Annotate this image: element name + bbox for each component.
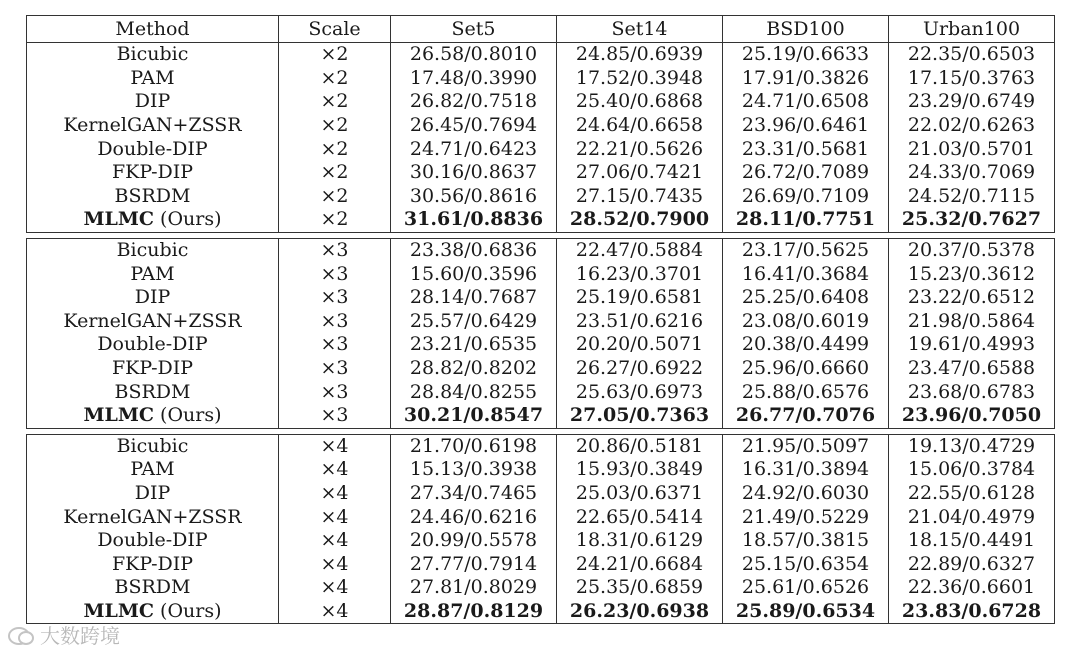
cell-set14: 27.06/0.7421 [557, 161, 723, 185]
cell-set5: 26.45/0.7694 [391, 114, 557, 138]
cell-bsd100: 18.57/0.3815 [723, 529, 889, 553]
cell-set14: 25.63/0.6973 [557, 380, 723, 404]
cell-method: DIP [27, 286, 279, 310]
table-row [27, 434, 1055, 458]
cell-urban100: 19.13/0.4729 [889, 434, 1055, 458]
cell-set5: 17.48/0.3990 [391, 67, 557, 91]
cell-urban100: 17.15/0.3763 [889, 67, 1055, 91]
cell-urban100: 23.83/0.6728 [889, 600, 1055, 624]
cell-set14: 25.03/0.6371 [557, 482, 723, 506]
table-row [27, 185, 1055, 209]
cell-method: BSRDM [27, 380, 279, 404]
table-row [27, 208, 1055, 232]
cell-set14: 18.31/0.6129 [557, 529, 723, 553]
cell-set14: 22.47/0.5884 [557, 238, 723, 262]
cell-urban100: 23.47/0.6588 [889, 357, 1055, 381]
cell-bsd100: 23.31/0.5681 [723, 137, 889, 161]
cell-method: BSRDM [27, 576, 279, 600]
cell-bsd100: 25.96/0.6660 [723, 357, 889, 381]
cell-set14: 24.85/0.6939 [557, 43, 723, 67]
cell-set5: 31.61/0.8836 [391, 208, 557, 232]
cell-urban100: 23.29/0.6749 [889, 90, 1055, 114]
cell-set5: 15.60/0.3596 [391, 262, 557, 286]
table-row [27, 576, 1055, 600]
cell-bsd100: 21.49/0.5229 [723, 505, 889, 529]
cell-method: DIP [27, 90, 279, 114]
cell-scale: ×2 [279, 137, 391, 161]
header-bsd100: BSD100 [723, 16, 889, 43]
cell-set5: 26.82/0.7518 [391, 90, 557, 114]
table-row [27, 67, 1055, 91]
cell-scale: ×2 [279, 185, 391, 209]
header-set14: Set14 [557, 16, 723, 43]
cell-urban100: 23.22/0.6512 [889, 286, 1055, 310]
cell-set14: 24.21/0.6684 [557, 552, 723, 576]
cell-method: PAM [27, 458, 279, 482]
cell-scale: ×2 [279, 114, 391, 138]
cell-set14: 24.64/0.6658 [557, 114, 723, 138]
cell-set5: 28.87/0.8129 [391, 600, 557, 624]
cell-scale: ×3 [279, 238, 391, 262]
cell-set5: 23.21/0.6535 [391, 333, 557, 357]
table-row [27, 552, 1055, 576]
table-header [27, 16, 1055, 43]
cell-urban100: 15.06/0.3784 [889, 458, 1055, 482]
cell-bsd100: 21.95/0.5097 [723, 434, 889, 458]
cell-scale: ×4 [279, 552, 391, 576]
cell-method: Double-DIP [27, 137, 279, 161]
table-row [27, 238, 1055, 262]
cell-scale: ×4 [279, 482, 391, 506]
cell-urban100: 24.52/0.7115 [889, 185, 1055, 209]
cell-scale: ×2 [279, 90, 391, 114]
cell-scale: ×3 [279, 380, 391, 404]
cell-set14: 25.35/0.6859 [557, 576, 723, 600]
cell-set14: 23.51/0.6216 [557, 310, 723, 334]
cell-urban100: 22.89/0.6327 [889, 552, 1055, 576]
cell-method: FKP-DIP [27, 161, 279, 185]
cell-set5: 28.84/0.8255 [391, 380, 557, 404]
cell-scale: ×2 [279, 161, 391, 185]
cell-set5: 30.21/0.8547 [391, 404, 557, 428]
table-row [27, 161, 1055, 185]
table-row [27, 505, 1055, 529]
table-body [27, 43, 1055, 624]
cell-bsd100: 24.71/0.6508 [723, 90, 889, 114]
cell-scale: ×4 [279, 529, 391, 553]
weibo-style-logo-icon [8, 625, 34, 645]
cell-bsd100: 23.96/0.6461 [723, 114, 889, 138]
cell-method: PAM [27, 67, 279, 91]
cell-bsd100: 25.15/0.6354 [723, 552, 889, 576]
cell-urban100: 22.35/0.6503 [889, 43, 1055, 67]
cell-set14: 16.23/0.3701 [557, 262, 723, 286]
results-table-frame [26, 15, 1054, 624]
cell-method [27, 208, 279, 232]
cell-urban100: 22.02/0.6263 [889, 114, 1055, 138]
cell-method: FKP-DIP [27, 357, 279, 381]
cell-set14: 26.27/0.6922 [557, 357, 723, 381]
cell-method: PAM [27, 262, 279, 286]
cell-bsd100: 26.77/0.7076 [723, 404, 889, 428]
cell-set5: 24.71/0.6423 [391, 137, 557, 161]
cell-scale: ×4 [279, 505, 391, 529]
cell-method: DIP [27, 482, 279, 506]
cell-urban100: 21.03/0.5701 [889, 137, 1055, 161]
cell-set5: 27.77/0.7914 [391, 552, 557, 576]
table-row [27, 286, 1055, 310]
cell-urban100: 22.36/0.6601 [889, 576, 1055, 600]
cell-set5: 27.81/0.8029 [391, 576, 557, 600]
table-row [27, 333, 1055, 357]
cell-set14: 26.23/0.6938 [557, 600, 723, 624]
header-method: Method [27, 16, 279, 43]
cell-set14: 27.15/0.7435 [557, 185, 723, 209]
cell-set14: 17.52/0.3948 [557, 67, 723, 91]
header-urban100: Urban100 [889, 16, 1055, 43]
cell-method: BSRDM [27, 185, 279, 209]
cell-bsd100: 26.69/0.7109 [723, 185, 889, 209]
cell-bsd100: 16.41/0.3684 [723, 262, 889, 286]
cell-bsd100: 17.91/0.3826 [723, 67, 889, 91]
cell-set5: 21.70/0.6198 [391, 434, 557, 458]
results-table [26, 15, 1055, 624]
cell-set14: 28.52/0.7900 [557, 208, 723, 232]
cell-scale: ×3 [279, 286, 391, 310]
cell-set5: 28.14/0.7687 [391, 286, 557, 310]
cell-method: KernelGAN+ZSSR [27, 114, 279, 138]
cell-set5: 30.56/0.8616 [391, 185, 557, 209]
cell-scale: ×3 [279, 404, 391, 428]
cell-method: KernelGAN+ZSSR [27, 505, 279, 529]
cell-urban100: 23.96/0.7050 [889, 404, 1055, 428]
table-row [27, 458, 1055, 482]
cell-set14: 20.20/0.5071 [557, 333, 723, 357]
cell-method: Bicubic [27, 43, 279, 67]
cell-urban100: 23.68/0.6783 [889, 380, 1055, 404]
method-name-bold: MLMC [83, 404, 155, 427]
cell-scale: ×4 [279, 576, 391, 600]
cell-urban100: 25.32/0.7627 [889, 208, 1055, 232]
cell-set14: 15.93/0.3849 [557, 458, 723, 482]
cell-set5: 27.34/0.7465 [391, 482, 557, 506]
cell-bsd100: 28.11/0.7751 [723, 208, 889, 232]
cell-scale: ×3 [279, 262, 391, 286]
cell-scale: ×2 [279, 43, 391, 67]
table-row [27, 600, 1055, 624]
method-name-bold: MLMC [83, 208, 155, 231]
method-suffix: (Ours) [154, 599, 222, 622]
cell-method: KernelGAN+ZSSR [27, 310, 279, 334]
method-suffix: (Ours) [154, 208, 222, 231]
method-name-bold: MLMC [83, 599, 155, 622]
cell-set5: 24.46/0.6216 [391, 505, 557, 529]
cell-set14: 22.21/0.5626 [557, 137, 723, 161]
cell-bsd100: 25.19/0.6633 [723, 43, 889, 67]
cell-set14: 27.05/0.7363 [557, 404, 723, 428]
cell-urban100: 19.61/0.4993 [889, 333, 1055, 357]
cell-scale: ×2 [279, 208, 391, 232]
cell-set5: 30.16/0.8637 [391, 161, 557, 185]
watermark-text: 大数跨境 [40, 624, 120, 648]
cell-urban100: 18.15/0.4491 [889, 529, 1055, 553]
table-row [27, 357, 1055, 381]
cell-set5: 23.38/0.6836 [391, 238, 557, 262]
cell-set14: 25.40/0.6868 [557, 90, 723, 114]
cell-method: Double-DIP [27, 333, 279, 357]
cell-scale: ×4 [279, 434, 391, 458]
table-row [27, 137, 1055, 161]
cell-scale: ×4 [279, 600, 391, 624]
cell-method: Double-DIP [27, 529, 279, 553]
cell-urban100: 22.55/0.6128 [889, 482, 1055, 506]
cell-bsd100: 25.61/0.6526 [723, 576, 889, 600]
table-row [27, 43, 1055, 67]
cell-set5: 20.99/0.5578 [391, 529, 557, 553]
cell-method: FKP-DIP [27, 552, 279, 576]
cell-set5: 28.82/0.8202 [391, 357, 557, 381]
cell-bsd100: 25.88/0.6576 [723, 380, 889, 404]
header-scale: Scale [279, 16, 391, 43]
cell-bsd100: 23.17/0.5625 [723, 238, 889, 262]
table-row [27, 114, 1055, 138]
cell-method [27, 404, 279, 428]
cell-method: Bicubic [27, 238, 279, 262]
table-row [27, 90, 1055, 114]
cell-urban100: 21.98/0.5864 [889, 310, 1055, 334]
cell-bsd100: 26.72/0.7089 [723, 161, 889, 185]
table-row [27, 404, 1055, 428]
table-row [27, 380, 1055, 404]
table-row [27, 529, 1055, 553]
cell-scale: ×3 [279, 310, 391, 334]
table-row [27, 262, 1055, 286]
cell-urban100: 20.37/0.5378 [889, 238, 1055, 262]
cell-bsd100: 24.92/0.6030 [723, 482, 889, 506]
cell-set14: 25.19/0.6581 [557, 286, 723, 310]
cell-urban100: 21.04/0.4979 [889, 505, 1055, 529]
cell-bsd100: 25.89/0.6534 [723, 600, 889, 624]
cell-scale: ×3 [279, 357, 391, 381]
cell-bsd100: 23.08/0.6019 [723, 310, 889, 334]
cell-urban100: 24.33/0.7069 [889, 161, 1055, 185]
cell-set5: 25.57/0.6429 [391, 310, 557, 334]
table-row [27, 482, 1055, 506]
table-row [27, 310, 1055, 334]
method-suffix: (Ours) [154, 404, 222, 427]
cell-bsd100: 20.38/0.4499 [723, 333, 889, 357]
cell-urban100: 15.23/0.3612 [889, 262, 1055, 286]
cell-scale: ×2 [279, 67, 391, 91]
cell-set5: 26.58/0.8010 [391, 43, 557, 67]
cell-scale: ×3 [279, 333, 391, 357]
cell-method: Bicubic [27, 434, 279, 458]
cell-set14: 22.65/0.5414 [557, 505, 723, 529]
cell-set5: 15.13/0.3938 [391, 458, 557, 482]
cell-bsd100: 16.31/0.3894 [723, 458, 889, 482]
watermark [8, 620, 120, 649]
cell-bsd100: 25.25/0.6408 [723, 286, 889, 310]
cell-set14: 20.86/0.5181 [557, 434, 723, 458]
cell-scale: ×4 [279, 458, 391, 482]
header-set5: Set5 [391, 16, 557, 43]
